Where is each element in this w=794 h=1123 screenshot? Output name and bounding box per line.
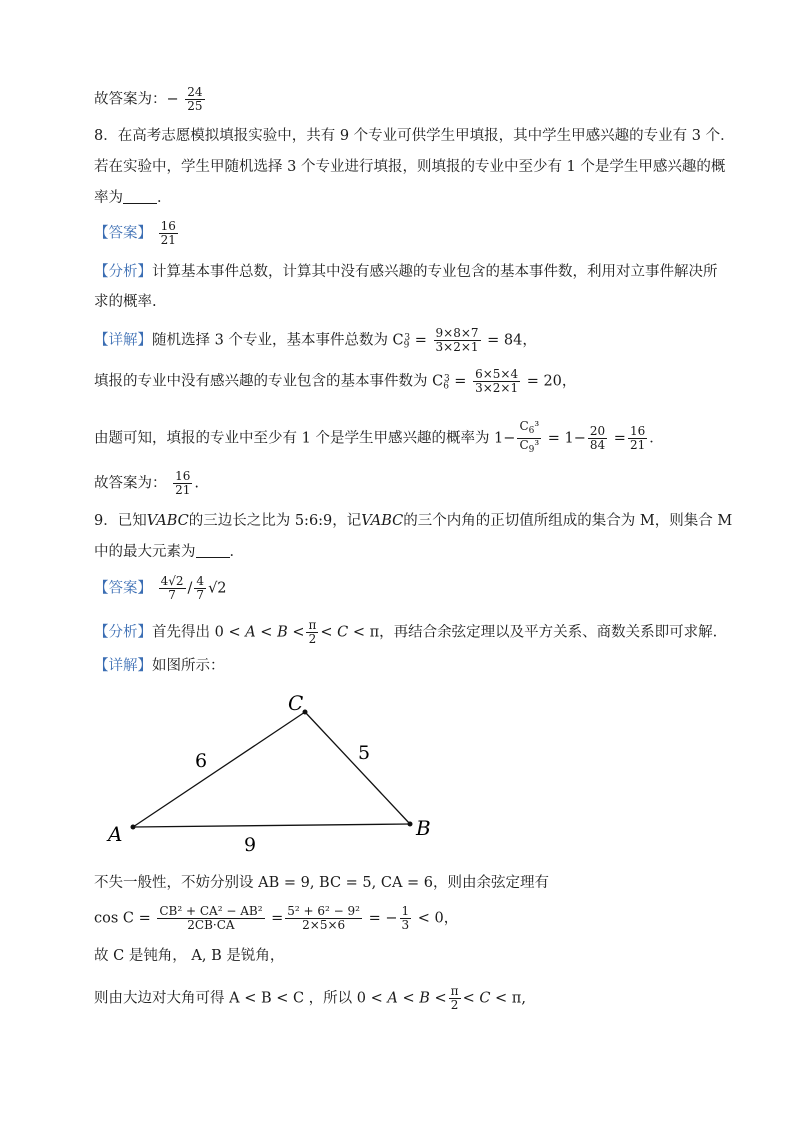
- q8-detail-3: 由题可知，填报的专业中至少有 1 个是学生甲感兴趣的概率为 1− $\frac{C_6^3}{C_9^3}$ = 1− $\frac{20}{84}$ = $\frac{16}{21}$ ．: [94, 419, 664, 455]
- q9-line-1: 9．已知VABC的三边长之比为 5:6:9，记VABC的三个内角的正切值所组成的集合为 M，则集合 M: [94, 513, 733, 529]
- q8-line-1: 8．在高考志愿模拟填报实验中，共有 9 个专业可供学生甲填报，其中学生甲感兴趣的专业有 3 个．: [94, 128, 735, 144]
- fraction: $\frac{\text{5² + 6² − 9²}}{2\times 5\times 6}$: [287, 904, 360, 932]
- answer-blank: [123, 189, 157, 204]
- analysis-tag: 【分析】: [94, 264, 152, 280]
- fraction: $\frac{1}{3}$: [401, 904, 410, 932]
- detail-tag: 【详解】: [94, 658, 152, 674]
- fraction: $\frac{20}{84}$: [589, 424, 606, 452]
- label-a: A: [108, 822, 123, 846]
- fraction: $\frac{\pi}{2}$: [308, 618, 317, 646]
- answer-tag: 【答案】: [94, 580, 152, 597]
- q9-line-2: 中的最大元素为 ．: [94, 544, 244, 560]
- q8-analysis-cont: 求的概率.: [94, 294, 157, 310]
- side-cb: [305, 712, 410, 824]
- q9-detail: 【详解】如图所示：: [94, 658, 225, 674]
- q8-detail-1: 【详解】随机选择 3 个专业，基本事件总数为 $C_9^3$ = $\frac{9\times 8\times 7}{3\times 2\times 1}$ = 84，: [94, 326, 537, 354]
- detail-tag: 【详解】: [94, 332, 152, 349]
- previous-answer: 故答案为：− $\frac{24}{25}$: [94, 85, 203, 113]
- q9-analysis: 【分析】首先得出 0 < A < B < $\frac{\pi}{2}$ < C < π，再结合余弦定理以及平方关系、商数关系即可求解.: [94, 618, 718, 646]
- answer-blank: [196, 543, 230, 558]
- q9-cos-formula: cos C = $\frac{\text{CB² + CA² − AB²}}{2CB\cdot CA}$ = $\frac{\text{5² + 6² − 9²}}{2\times 5\times 6}$ = − $\frac{1}{3}$ < 0，: [94, 904, 459, 932]
- q9-answer: 【答案】 $\frac{4√2}{7}$ / $\frac{4}{7}$ √2: [94, 574, 227, 602]
- q9-para-2: 故 C 是钝角， A, B 是锐角，: [94, 948, 285, 964]
- side-ca: [133, 712, 305, 827]
- point-b: [408, 822, 413, 827]
- fraction: $\frac{\text{CB² + CA² − AB²}}{2CB\cdot CA}$: [159, 904, 263, 932]
- fraction: $\frac{16}{21}$: [175, 469, 191, 497]
- side-ab: [133, 824, 410, 827]
- label-side-cb: 5: [358, 742, 371, 764]
- label-side-ab: 9: [244, 834, 257, 856]
- q9-para-3: 则由大边对大角可得 A < B < C ，所以 0 < A < B < $\frac{\pi}{2}$ < C < π,: [94, 984, 526, 1012]
- fraction: $\frac{24}{25}$: [187, 85, 203, 113]
- label-c: C: [288, 691, 304, 715]
- q8-line-2: 若在实验中，学生甲随机选择 3 个专业进行填报，则填报的专业中至少有 1 个是学生甲感兴趣的概: [94, 159, 726, 175]
- q8-line-3: 率为 ．: [94, 190, 172, 206]
- fraction: $\frac{16}{21}$: [160, 219, 176, 247]
- q8-answer: [94, 220, 180, 247]
- label-side-ca: 6: [195, 750, 208, 772]
- fraction: $\frac{4√2}{7}$: [160, 574, 184, 602]
- triangle-figure: [100, 685, 450, 860]
- fraction: $\frac{16}{21}$: [629, 424, 646, 452]
- analysis-tag: 【分析】: [94, 624, 152, 641]
- fraction: $\frac{6\times 5\times 4}{3\times 2\times 1}$: [475, 367, 519, 395]
- fraction: $\frac{\pi}{2}$: [450, 984, 459, 1012]
- q8-detail-2: 填报的专业中没有感兴趣的专业包含的基本事件数为 $C_6^3$ = $\frac{6\times 5\times 4}{3\times 2\times 1}$ = 20，: [94, 367, 577, 395]
- fraction: $\frac{C_6^3}{C_9^3}$: [519, 419, 540, 455]
- point-a: [131, 825, 136, 830]
- q9-para-1: 不失一般性，不妨分别设 AB = 9, BC = 5, CA = 6，则由余弦定理有: [94, 875, 550, 891]
- label-b: B: [416, 816, 431, 840]
- answer-tag: 【答案】: [94, 225, 152, 242]
- fraction: $\frac{4}{7}$: [196, 574, 205, 602]
- q8-analysis: 【分析】计算基本事件总数，计算其中没有感兴趣的专业包含的基本事件数，利用对立事件解决所: [94, 264, 718, 280]
- q8-final: 故答案为： $\frac{16}{21}$ .: [94, 469, 199, 497]
- fraction: $\frac{9\times 8\times 7}{3\times 2\times 1}$: [435, 326, 479, 354]
